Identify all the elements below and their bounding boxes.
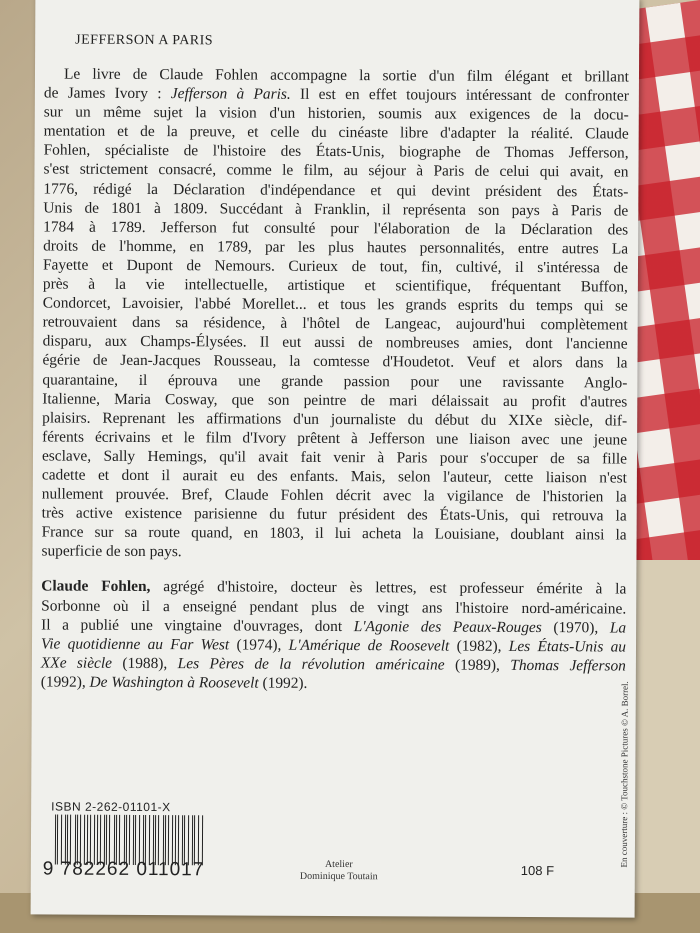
- barcode-bar: [202, 815, 203, 865]
- publisher-logo: [279, 859, 399, 884]
- barcode-bar: [145, 815, 146, 865]
- text-segment: L'Agonie des Peaux-Rouges: [353, 617, 542, 636]
- text-segment: férents écrivains et le film d'Ivory prêtent à Jefferson une liaison avec une jeune: [42, 428, 628, 449]
- barcode-bar: [55, 815, 56, 865]
- text-segment: XXe siècle: [40, 654, 113, 672]
- barcode-number: 9 782262 011017: [42, 858, 205, 881]
- text-segment: superficie de son pays.: [41, 542, 182, 561]
- text-segment: (1992).: [258, 674, 308, 692]
- isbn-label: ISBN 2-262-01101-X: [51, 799, 171, 815]
- text-segment: Sorbonne où il a enseigné pendant plus de vingt ans l'histoire nord-américaine.: [41, 596, 627, 618]
- text-segment: droits de l'homme, en 1789, par les plus hautes personnalités, entre autres La: [43, 237, 629, 258]
- text-segment: Les Pères de la révolution américaine: [177, 654, 445, 674]
- text-segment: (1989),: [444, 656, 511, 674]
- text-segment: retrouvaient dans sa résidence, à l'hôtel de Langeac, aujourd'hui complètement: [42, 313, 628, 334]
- text-segment: de James Ivory :: [43, 84, 171, 103]
- fabric-background: [630, 560, 700, 933]
- blurb-text: [41, 64, 629, 694]
- barcode-bar: [162, 815, 163, 865]
- cover-credit: En couverture : © Touchstone Pictures © A. Borrel.: [618, 681, 630, 868]
- text-segment: (1970),: [541, 618, 610, 637]
- text-segment: (1992),: [40, 673, 90, 691]
- barcode-bar: [192, 815, 193, 865]
- book-back-cover: [31, 0, 640, 918]
- text-segment: plaisirs. Reprenant les affirmations d'un journaliste du début du XIXe siècle, dif-: [42, 409, 628, 430]
- text-line: [42, 389, 627, 411]
- text-segment: nullement prouvée. Bref, Claude Fohlen décrit avec la vigilance de l'historien la: [41, 485, 627, 506]
- text-segment: s'est strictement consacré, comme le film, au séjour à Paris de celui qui avait, en: [43, 160, 629, 182]
- text-segment: très active existence parisienne du futur président des États-Unis, qui retrouva la: [41, 504, 627, 525]
- barcode-bar: [178, 815, 179, 865]
- barcode-bar: [126, 815, 127, 865]
- text-segment: agrégé d'histoire, docteur ès lettres, est professeur émérite à la: [150, 578, 627, 598]
- text-segment: Il est en effet toujours intéressant de confronter: [290, 85, 629, 105]
- text-segment: L'Amérique de Roosevelt: [288, 636, 450, 655]
- barcode-bar: [187, 815, 188, 865]
- text-segment: (1982),: [449, 637, 509, 655]
- barcode-bar: [70, 815, 71, 865]
- text-segment: De Washington à Roosevelt: [89, 673, 259, 692]
- text-segment: Jefferson à Paris.: [170, 85, 291, 103]
- text-line: [42, 351, 627, 373]
- text-segment: sur un même sujet la vision d'un historien, soumis aux exigences de la docu-: [43, 103, 629, 124]
- text-segment: cadette et dont il aurait eu des enfants. Mais, selon l'auteur, cette liaison n'est: [41, 466, 627, 487]
- text-line: [41, 542, 626, 564]
- text-segment: disparu, aux Champs-Élysées. Il eut aussi de nombreuses amies, dont l'ancienne: [42, 332, 628, 353]
- barcode-bar: [94, 815, 95, 865]
- text-segment: Fayette et Dupont de Nemours. Curieux de tout, fin, cultivé, il s'intéressa de: [42, 256, 629, 277]
- barcode-bar: [155, 815, 156, 865]
- text-segment: Il a publié une vingtaine d'ouvrages, dont: [41, 616, 354, 635]
- text-segment: Vie quotidienne au Far West: [40, 635, 230, 654]
- barcode-bar: [65, 815, 66, 865]
- text-segment: France sur sa route quand, en 1803, il lui acheta la Louisiane, doublant ainsi la: [41, 523, 627, 544]
- cover-title: JEFFERSON A PARIS: [75, 32, 214, 49]
- text-segment: Claude Fohlen,: [41, 577, 151, 596]
- text-segment: quarantaine, il éprouva une grande passion pour une ravissante Anglo-: [42, 370, 628, 392]
- text-segment: Le livre de Claude Fohlen accompagne la sortie d'un film élégant et brillant: [63, 65, 630, 86]
- text-line: [41, 577, 626, 599]
- text-segment: Italienne, Maria Cosway, que son peintre de mari délaissait au profit d'autres: [42, 390, 628, 411]
- text-segment: (1988),: [111, 654, 178, 672]
- barcode-bar: [113, 815, 114, 865]
- text-line: [42, 370, 627, 392]
- barcode-bar: [80, 815, 81, 865]
- text-segment: Fohlen, spécialiste de l'histoire des États-Unis, biographe de Thomas Jefferson,: [43, 141, 629, 162]
- text-segment: (1974),: [229, 636, 289, 654]
- text-segment: 1776, rédigé la Déclaration d'indépendance et qui devint président des États-: [43, 180, 629, 201]
- text-segment: Thomas Jefferson: [510, 656, 626, 675]
- barcode-bar: [172, 815, 173, 865]
- text-segment: mentation et de la preuve, et celle du cinéaste libre d'adapter la réalité. Claude: [43, 122, 629, 143]
- price: 108 F: [520, 862, 555, 879]
- barcode-bar: [116, 815, 117, 865]
- text-line: [41, 615, 626, 637]
- text-segment: près à la vie intellectuelle, artistique et scientifique, fréquentant Buffon,: [42, 275, 628, 296]
- barcode-bar: [139, 815, 140, 865]
- text-line: [43, 160, 628, 182]
- text-segment: Unis de 1801 à 1809. Succédant à Franklin, il représenta son pays à Paris de: [43, 199, 629, 220]
- barcode-bar: [90, 815, 91, 865]
- text-segment: Les États-Unis au: [508, 637, 627, 656]
- publisher-line-2: Dominique Toutain: [299, 870, 378, 883]
- text-line: [41, 672, 626, 694]
- text-segment: esclave, Sally Hemings, qu'il avait fait venir à Paris pour s'occuper de sa fille: [41, 447, 628, 468]
- text-line: [43, 179, 628, 201]
- text-segment: égérie de Jean-Jacques Rousseau, la comtesse d'Houdetot. Veuf et alors dans la: [42, 351, 628, 372]
- barcode-bar: [104, 815, 105, 865]
- text-segment: 1784 à 1789. Jefferson fut consulté pour l'élaboration de la Déclaration des: [43, 218, 629, 239]
- publisher-line-1: Atelier: [324, 858, 353, 871]
- text-line: [41, 596, 626, 618]
- text-segment: Condorcet, Lavoisier, l'abbé Morellet... et tous les grands esprits du temps qui se: [42, 294, 628, 315]
- text-segment: La: [609, 619, 627, 637]
